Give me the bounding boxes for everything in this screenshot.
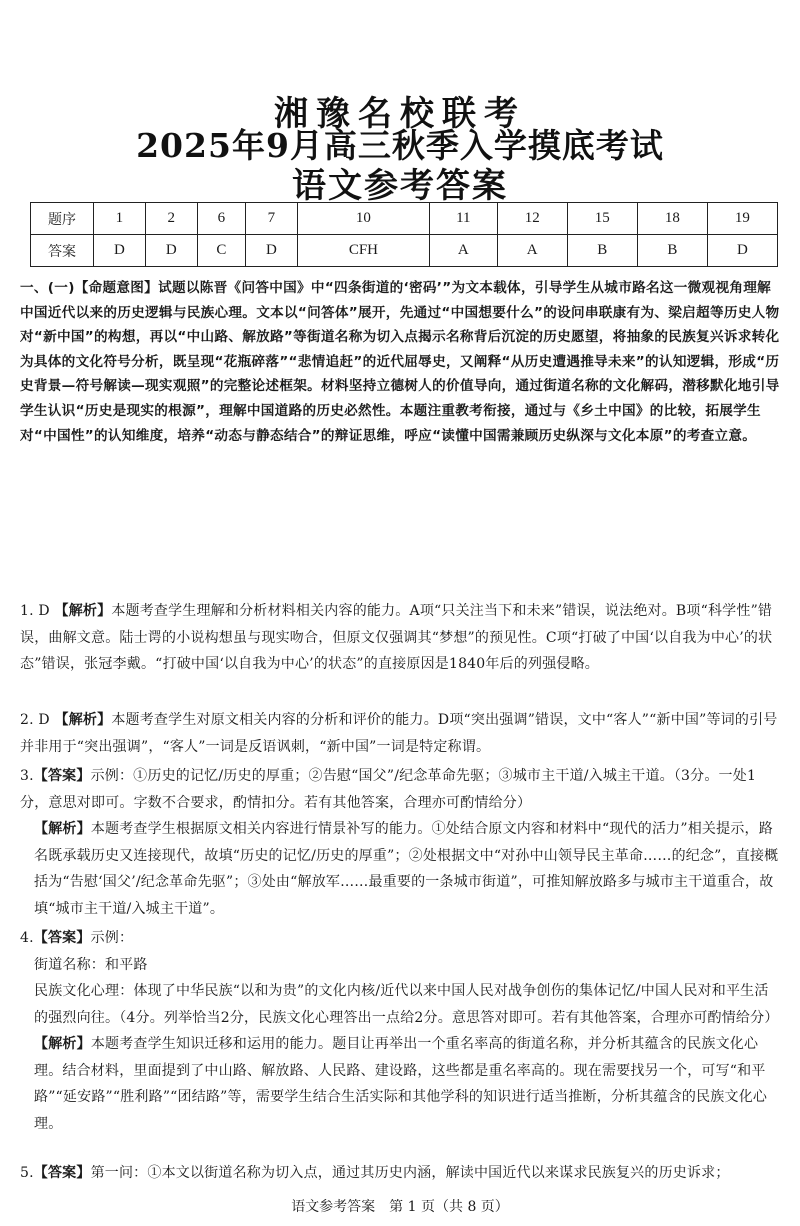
answer-block (20, 763, 782, 816)
answer-row (31, 235, 778, 267)
answer-item-3 (20, 763, 782, 922)
culture-psychology-text: 民族文化心理：体现了中华民族“以和为贵”的文化内核/近代以来中国人民对战争创伤的集体记忆/中国人民对和平生活的强烈向往。（4分。列举恰当2分，民族文化心理答出一点给2分。意思答对即可。若有其他答案，合理亦可酌情给分） (34, 983, 779, 1026)
answer-item-4 (20, 925, 782, 1137)
analysis-tag: 【解析】 (54, 603, 112, 619)
design-intent-tag: 【命题意图】 (74, 280, 159, 296)
item-number: 2. D (20, 712, 50, 728)
answer-table (30, 202, 778, 267)
table-cell: 19 (707, 203, 777, 235)
analysis-tag: 【解析】 (54, 712, 112, 728)
page-footer: 语文参考答案 第 1 页（共 8 页） (291, 1199, 509, 1215)
analysis-text: 本题考查学生知识迁移和运用的能力。题目让再举出一个重名率高的街道名称，并分析其蕴含的民族文化心理。结合材料，里面提到了中山路、解放路、人民路、建设路，这些都是重名率高的。现在需要找另一个，可写“和平路”“延安路”“胜利路”“团结路”等，需要学生结合生活实际和其他学科的知识进行适当推断，分析其蕴含的民族文化心理。 (34, 1036, 768, 1132)
table-cell: C (197, 235, 245, 267)
table-cell: 6 (197, 203, 245, 235)
item-number: 1. D (20, 603, 50, 619)
table-cell: A (497, 235, 567, 267)
answer-tag: 【答案】 (33, 768, 91, 784)
table-cell: A (430, 235, 498, 267)
answer-tag: 【答案】 (33, 1165, 91, 1181)
exam-union-title: 湘豫名校联考 (274, 94, 526, 134)
table-cell: 15 (567, 203, 637, 235)
table-cell: 10 (297, 203, 429, 235)
item-text: 第一问：①本文以街道名称为切入点，通过其历史内涵，解读中国近代以来谋求民族复兴的历史诉求； (90, 1165, 730, 1181)
answer-block (20, 925, 782, 952)
table-cell: D (245, 235, 297, 267)
answer-item-1 (20, 598, 782, 678)
table-cell: 18 (637, 203, 707, 235)
design-intent-paragraph (20, 276, 782, 448)
item-text: 示例： (90, 930, 134, 946)
table-cell: 2 (145, 203, 197, 235)
table-cell: 12 (497, 203, 567, 235)
answer-tag: 【答案】 (33, 930, 91, 946)
table-cell: 11 (430, 203, 498, 235)
answer-item-5 (20, 1160, 782, 1187)
answer-key-title: 语文参考答案 (292, 166, 508, 206)
table-cell: 7 (245, 203, 297, 235)
row-label-question: 题序 (31, 203, 94, 235)
table-cell: 1 (94, 203, 146, 235)
table-cell: D (94, 235, 146, 267)
answer-item-2 (20, 707, 782, 760)
table-cell: B (637, 235, 707, 267)
design-intent-text: 试题以陈晋《问答中国》中“四条街道的‘密码’”为文本载体，引导学生从城市路名这一微观视角理解中国近代以来的历史逻辑与民族心理。文本以“问答体”展开，先通过“中国想要什么”的设问串联康有为、梁启超等历史人物对“新中国”的构想，再以“中山路、解放路”等街道名称为切入点揭示名称背后沉淀的历史愿望，将抽象的民族复兴诉求转化为具体的文化符号分析，既呈现“花瓶碎落”“悲情追赶”的近代屈辱史，又阐释“从历史遭遇推导未来”的认知逻辑，形成“历史背景—符号解读—现实观照”的完整论述框架。材料坚持立德树人的价值导向，通过街道名称的文化解码，潜移默化地引导学生认识“历史是现实的根源”，理解中国道路的历史必然性。本题注重教考衔接，通过与《乡土中国》的比较，拓展学生对“中国性”的认知维度，培养“动态与静态结合”的辩证思维，呼应“读懂中国需兼顾历史纵深与文化本原”的考查立意。 (20, 280, 780, 444)
item-number: 5. (20, 1165, 34, 1181)
row-label-answer: 答案 (31, 235, 94, 267)
table-cell: D (145, 235, 197, 267)
analysis-tag: 【解析】 (34, 821, 91, 837)
exam-name-title: 2025年9月高三秋季入学摸底考试 (136, 126, 664, 165)
analysis-block (20, 1031, 782, 1137)
item-text: 本题考查学生对原文相关内容的分析和评价的能力。D项“突出强调”错误，文中“客人”“新中国”等词的引号并非用于“突出强调”，“客人”一词是反语讽刺，“新中国”一词是特定称谓。 (20, 712, 778, 755)
street-name-line: 街道名称：和平路 (34, 956, 148, 973)
table-cell: CFH (297, 235, 429, 267)
table-cell: B (567, 235, 637, 267)
question-number-row (31, 203, 778, 235)
analysis-block (20, 816, 782, 922)
item-text: 示例：①历史的记忆/历史的厚重；②告慰“国父”/纪念革命先驱；③城市主干道/入城主干道。（3分。一处1分，意思对即可。字数不合要求，酌情扣分。若有其他答案，合理亦可酌情给分） (20, 768, 757, 811)
analysis-tag: 【解析】 (34, 1036, 91, 1052)
analysis-text: 本题考查学生根据原文相关内容进行情景补写的能力。①处结合原文内容和材料中“现代的活力”相关提示，路名既承载历史又连接现代，故填“历史的记忆/历史的厚重”；②处根据文中“对孙中山领导民主革命……的纪念”，直接概括为“告慰‘国父’/纪念革命先驱”；③处由“解放军……最重要的一条城市街道”，可推知解放路多与城市主干道重合，故填“城市主干道/入城主干道”。 (34, 821, 779, 917)
item-number: 4. (20, 930, 34, 946)
item-text: 本题考查学生理解和分析材料相关内容的能力。A项“只关注当下和未来”错误，说法绝对。B项“科学性”错误，曲解文意。陆士谔的小说构想虽与现实吻合，但原文仅强调其“梦想”的预见性。C项“打破了中国‘以自我为中心’的状态”错误，张冠李戴。“打破中国‘以自我为中心’的状态”的直接原因是1840年后的列强侵略。 (20, 603, 773, 672)
section-prefix: 一、(一) (20, 280, 75, 296)
item-number: 3. (20, 768, 34, 784)
table-cell: D (707, 235, 777, 267)
